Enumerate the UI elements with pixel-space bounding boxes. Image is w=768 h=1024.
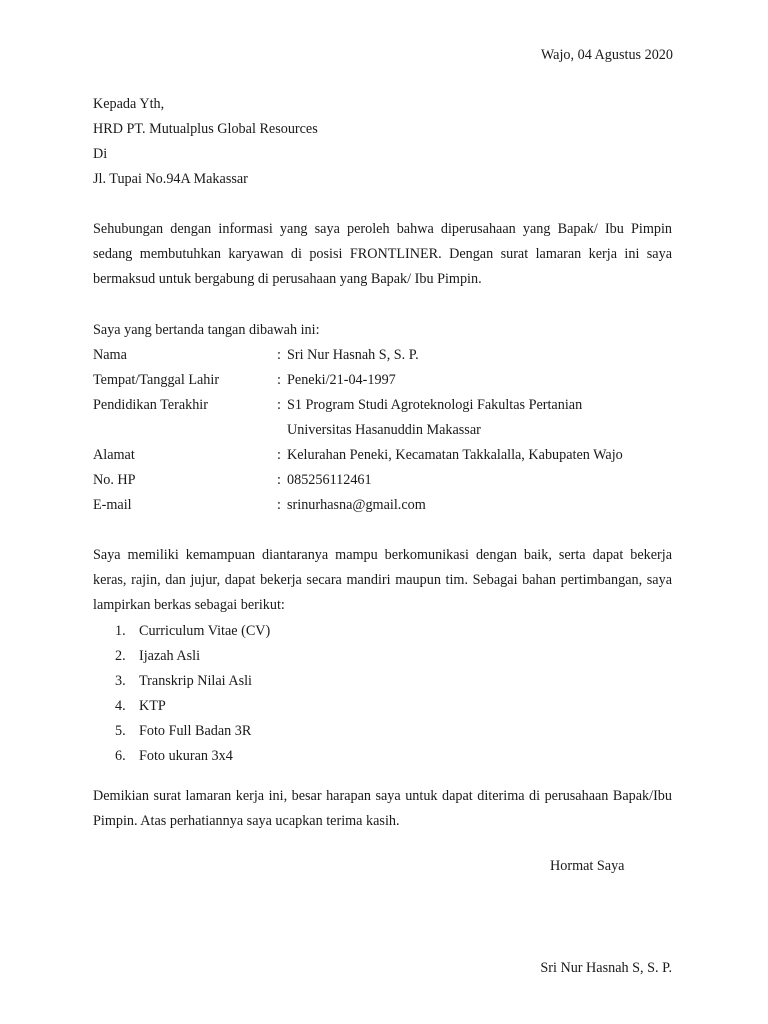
field-label: Nama [93, 347, 127, 363]
list-item [115, 644, 270, 669]
closing-paragraph: Demikian surat lamaran kerja ini, besar harapan saya untuk dapat diterima di perusahaan Bapak/Ibu Pimpin. Atas perhatiannya saya ucapkan terima kasih. [93, 788, 672, 829]
field-label: E-mail [93, 497, 132, 513]
field-value: Kelurahan Peneki, Kecamatan Takkalalla, Kabupaten Wajo [287, 447, 623, 463]
list-text: Foto ukuran 3x4 [139, 748, 233, 764]
field-colon: : [277, 472, 281, 488]
list-text: KTP [139, 698, 166, 714]
field-value-line2: Universitas Hasanuddin Makassar [287, 422, 481, 438]
list-item [115, 719, 270, 744]
list-text: Ijazah Asli [139, 648, 201, 664]
signature-name: Sri Nur Hasnah S, S. P. [540, 960, 672, 976]
identity-table [93, 343, 667, 518]
closing-salutation: Hormat Saya [550, 858, 625, 874]
identity-row-alamat [93, 443, 667, 468]
field-label: No. HP [93, 472, 136, 488]
field-label: Tempat/Tanggal Lahir [93, 372, 220, 388]
list-text: Transkrip Nilai Asli [139, 673, 252, 689]
identity-lead-text: Saya yang bertanda tangan dibawah ini: [93, 322, 320, 338]
field-label: Pendidikan Terakhir [93, 397, 208, 413]
list-item [115, 744, 270, 769]
field-value: 085256112461 [287, 472, 372, 488]
identity-row-nama [93, 343, 667, 368]
list-number: 4. [115, 698, 126, 714]
list-text: Foto Full Badan 3R [139, 723, 252, 739]
identity-row-pendidikan [93, 393, 667, 443]
field-colon: : [277, 397, 281, 413]
list-number: 2. [115, 648, 126, 664]
attachment-list [115, 619, 270, 769]
field-value: srinurhasna@gmail.com [287, 497, 426, 513]
field-colon: : [277, 347, 281, 363]
list-item [115, 669, 270, 694]
recipient-company: HRD PT. Mutualplus Global Resources [93, 121, 318, 137]
identity-row-hp [93, 468, 667, 493]
qualification-paragraph: Saya memiliki kemampuan diantaranya mampu berkomunikasi dengan baik, serta dapat bekerja keras, rajin, dan jujur, dapat bekerja secara mandiri maupun tim. Sebagai bahan pertimbangan, saya lampirkan berkas sebagai berikut: [93, 547, 672, 613]
field-colon: : [277, 372, 281, 388]
identity-row-ttl [93, 368, 667, 393]
field-colon: : [277, 447, 281, 463]
recipient-greeting: Kepada Yth, [93, 96, 165, 112]
recipient-address: Jl. Tupai No.94A Makassar [93, 171, 248, 187]
list-number: 3. [115, 673, 126, 689]
field-label: Alamat [93, 447, 135, 463]
list-item [115, 694, 270, 719]
field-value [287, 393, 667, 443]
identity-row-email [93, 493, 667, 518]
list-number: 6. [115, 748, 126, 764]
identity-lead [93, 318, 320, 343]
intro-paragraph: Sehubungan dengan informasi yang saya peroleh bahwa diperusahaan yang Bapak/ Ibu Pimpin sedang membutuhkan karyawan di posisi FRONTLINER. Dengan surat lamaran kerja ini saya bermaksud untuk bergabung di perusahaan yang Bapak/ Ibu Pimpin. [93, 221, 672, 287]
recipient-di: Di [93, 146, 108, 162]
list-number: 1. [115, 623, 126, 639]
letter-date: Wajo, 04 Agustus 2020 [540, 47, 673, 63]
field-value: Sri Nur Hasnah S, S. P. [287, 347, 419, 363]
field-value-line1: S1 Program Studi Agroteknologi Fakultas Pertanian [287, 397, 583, 413]
recipient-block [93, 92, 318, 192]
list-item [115, 619, 270, 644]
field-colon: : [277, 497, 281, 513]
list-number: 5. [115, 723, 126, 739]
field-value: Peneki/21-04-1997 [287, 372, 396, 388]
list-text: Curriculum Vitae (CV) [139, 623, 271, 639]
